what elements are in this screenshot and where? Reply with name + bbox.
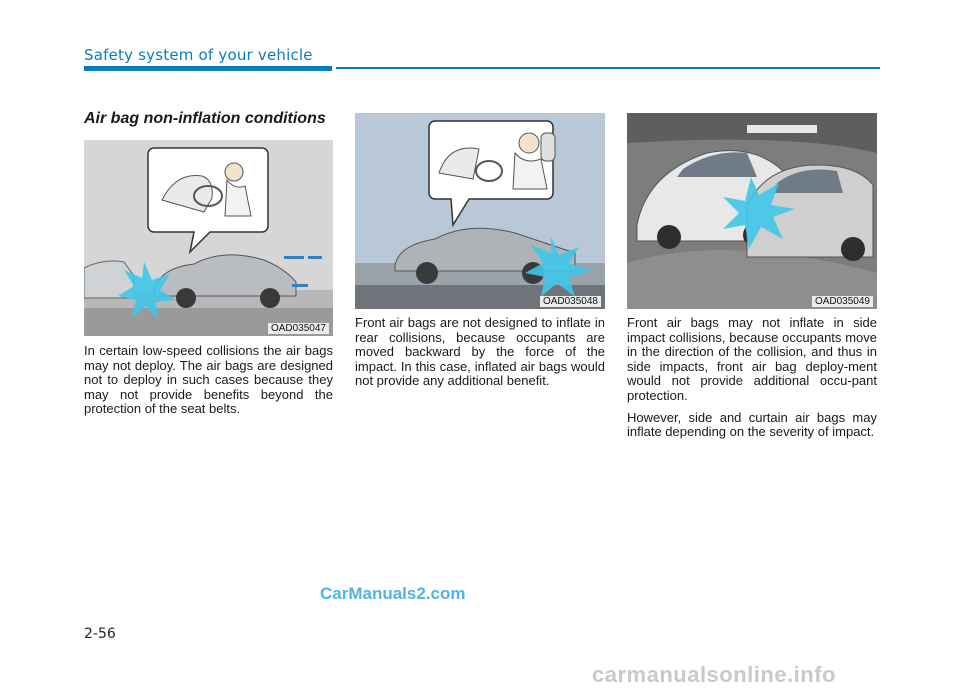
header-rule-thick	[84, 66, 332, 71]
section-title: Safety system of your vehicle	[84, 46, 313, 64]
figure-low-speed-collision	[84, 140, 333, 336]
side-impact-illustration	[627, 113, 877, 309]
watermark-carmanualsonline[interactable]: carmanualsonline.info	[592, 662, 836, 687]
figure-code: OAD035048	[540, 296, 601, 307]
middle-column-text	[355, 316, 605, 396]
watermark-carmanuals2[interactable]: CarManuals2.com	[320, 584, 466, 603]
low-speed-collision-illustration	[84, 140, 333, 336]
rear-collision-illustration	[355, 113, 605, 309]
right-column-text	[627, 316, 877, 447]
section-heading: Air bag non-inflation conditions	[84, 110, 326, 127]
header-rule-thin	[336, 67, 880, 69]
page-number: 2-56	[84, 626, 116, 642]
paragraph: However, side and curtain air bags may inflate depending on the severity of impact.	[627, 409, 877, 440]
figure-rear-collision	[355, 113, 605, 309]
left-column-text	[84, 344, 333, 424]
figure-code: OAD035049	[812, 296, 873, 307]
paragraph: Front air bags are not designed to inflate in rear collisions, because occupants are moved backward by the force of the impact. In this case, inflated air bags would not provide any additional benefit.	[355, 315, 605, 389]
paragraph: Front air bags may not inflate in side impact collisions, because occupants move in the direction of the collision, and thus in side impacts, front air bag deploy-ment would not provide additional occu-pant protection.	[627, 315, 877, 403]
paragraph: In certain low-speed collisions the air bags may not deploy. The air bags are designed not to deploy in such cases because they may not provide benefits beyond the protection of the seat belts.	[84, 343, 333, 417]
figure-code: OAD035047	[268, 323, 329, 334]
figure-side-impact	[627, 113, 877, 309]
